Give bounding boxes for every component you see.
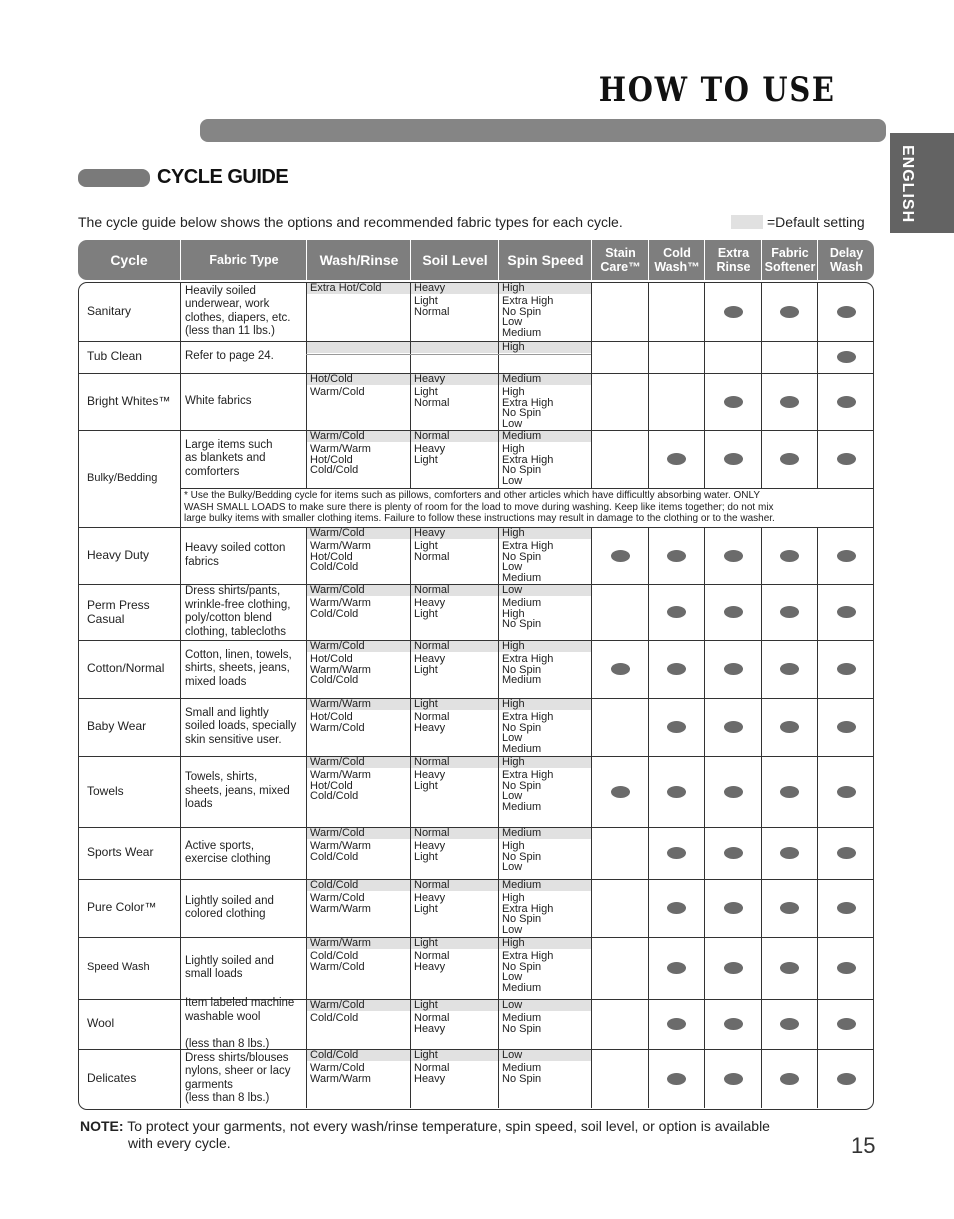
options-wash: Warm/Cold Warm/Warm xyxy=(310,892,371,915)
delay-available-icon xyxy=(837,306,856,318)
options-soil: Heavy Light xyxy=(414,892,446,915)
delay-available-icon xyxy=(837,1073,856,1085)
default-soil: Normal xyxy=(411,431,498,442)
row-divider xyxy=(180,488,874,489)
stain-available-icon xyxy=(611,550,630,562)
stain-available-icon xyxy=(611,786,630,798)
column-divider xyxy=(591,999,592,1049)
default-wash: Extra Hot/Cold xyxy=(307,283,410,294)
default-soil: Light xyxy=(411,938,498,949)
column-divider xyxy=(817,698,818,756)
extra-rinse-available-icon xyxy=(724,663,743,675)
cold-available-icon xyxy=(667,1073,686,1085)
options-spin: Extra High No Spin Low Medium xyxy=(502,950,554,994)
column-divider xyxy=(761,999,762,1049)
cycle-name: Delicates xyxy=(87,1070,137,1085)
column-divider xyxy=(704,756,705,827)
column-divider xyxy=(648,698,649,756)
column-divider xyxy=(180,999,181,1049)
cycle-name: Heavy Duty xyxy=(87,547,150,562)
cycle-name: Bright Whites™ xyxy=(87,393,171,408)
column-divider xyxy=(761,430,762,488)
column-divider xyxy=(180,937,181,999)
column-divider xyxy=(704,584,705,640)
fabric-type: Dress shirts/pants, wrinkle-free clothing, poly/cotton blend clothing, tablecloths xyxy=(185,585,291,638)
page-number: 15 xyxy=(851,1133,876,1158)
column-divider xyxy=(591,827,592,879)
extra-rinse-available-icon xyxy=(724,550,743,562)
column-divider xyxy=(817,640,818,698)
column-divider xyxy=(704,1049,705,1108)
column-divider xyxy=(180,373,181,430)
column-divider xyxy=(648,879,649,937)
column-divider xyxy=(591,756,592,827)
fabric-type: Refer to page 24. xyxy=(185,350,274,363)
fabric-type: White fabrics xyxy=(185,394,252,407)
column-divider xyxy=(704,827,705,879)
default-soil: Normal xyxy=(411,585,498,596)
column-divider xyxy=(180,341,181,373)
default-spin: Medium xyxy=(499,374,591,385)
column-divider xyxy=(761,1049,762,1108)
column-divider xyxy=(591,282,592,341)
options-spin: Extra High No Spin Low Medium xyxy=(502,540,554,584)
cycle-name: Baby Wear xyxy=(87,719,147,733)
default-soil: Normal xyxy=(411,880,498,891)
column-divider xyxy=(591,698,592,756)
cycle-name: Cotton/Normal xyxy=(87,661,165,675)
column-divider xyxy=(817,879,818,937)
default-wash: Warm/Cold xyxy=(307,757,410,768)
column-divider xyxy=(180,488,181,527)
column-divider xyxy=(591,937,592,999)
column-divider xyxy=(591,640,592,698)
row-divider xyxy=(410,354,498,355)
extra-rinse-available-icon xyxy=(724,902,743,914)
options-spin: High No Spin Low xyxy=(502,840,542,873)
fabric-type: Lightly soiled and small loads xyxy=(185,954,274,980)
softener-available-icon xyxy=(780,306,799,318)
extra-rinse-available-icon xyxy=(724,396,743,408)
cycle-table xyxy=(78,282,874,1110)
softener-available-icon xyxy=(780,902,799,914)
default-spin: High xyxy=(499,938,591,949)
cold-available-icon xyxy=(667,721,686,733)
extra-rinse-available-icon xyxy=(724,786,743,798)
fabric-type: Active sports, exercise clothing xyxy=(185,839,271,865)
column-divider xyxy=(761,937,762,999)
softener-available-icon xyxy=(780,1073,799,1085)
default-soil: Heavy xyxy=(411,374,498,385)
delay-available-icon xyxy=(837,962,856,974)
column-divider xyxy=(180,827,181,879)
extra-rinse-available-icon xyxy=(724,721,743,733)
default-spin: High xyxy=(499,528,591,539)
note xyxy=(80,1118,770,1135)
options-wash: Hot/Cold Warm/Cold xyxy=(310,711,365,734)
default-wash: Warm/Cold xyxy=(307,641,410,652)
options-soil: Light Normal xyxy=(414,540,450,563)
extra-rinse-available-icon xyxy=(724,606,743,618)
options-soil: Normal Heavy xyxy=(414,711,450,734)
column-divider xyxy=(817,430,818,488)
column-divider xyxy=(591,341,592,373)
cold-available-icon xyxy=(667,550,686,562)
column-divider xyxy=(704,373,705,430)
column-divider xyxy=(648,584,649,640)
column-divider xyxy=(648,756,649,827)
language-label: ENGLISH xyxy=(899,145,916,224)
note-text-continued: with every cycle. xyxy=(128,1135,231,1151)
default-spin: Medium xyxy=(499,828,591,839)
row-divider xyxy=(498,354,591,355)
default-spin: Low xyxy=(499,1050,591,1061)
column-divider xyxy=(761,282,762,341)
fabric-type: Dress shirts/blouses nylons, sheer or lacy garments (less than 8 lbs.) xyxy=(185,1051,291,1104)
column-divider xyxy=(648,430,649,488)
column-divider xyxy=(648,373,649,430)
column-divider xyxy=(648,827,649,879)
default-wash: Warm/Cold xyxy=(307,528,410,539)
column-divider xyxy=(817,373,818,430)
column-divider xyxy=(817,584,818,640)
note-label: NOTE: xyxy=(80,1118,124,1134)
section-marker xyxy=(78,169,150,187)
softener-available-icon xyxy=(780,606,799,618)
options-soil: Normal Heavy xyxy=(414,1062,450,1085)
options-soil: Light Normal xyxy=(414,386,450,409)
column-divider xyxy=(817,527,818,584)
column-divider xyxy=(180,1049,181,1108)
column-divider xyxy=(704,527,705,584)
column-header: Stain Care™ xyxy=(591,240,649,280)
column-divider xyxy=(180,756,181,827)
column-divider xyxy=(761,698,762,756)
default-wash: Cold/Cold xyxy=(307,1050,410,1061)
column-header: Wash/Rinse xyxy=(306,240,411,280)
options-soil: Heavy Light xyxy=(414,443,446,466)
fabric-type: Lightly soiled and colored clothing xyxy=(185,894,274,920)
delay-available-icon xyxy=(837,1018,856,1030)
options-spin: Medium High No Spin xyxy=(502,597,542,630)
header-bar xyxy=(200,119,886,142)
default-spin: High xyxy=(499,641,591,652)
cycle-name: Tub Clean xyxy=(87,349,142,363)
options-spin: Extra High No Spin Low Medium xyxy=(502,295,554,339)
column-divider xyxy=(704,640,705,698)
column-divider xyxy=(761,827,762,879)
extra-rinse-available-icon xyxy=(724,306,743,318)
column-divider xyxy=(761,640,762,698)
options-soil: Heavy Light xyxy=(414,597,446,620)
cycle-name: Speed Wash xyxy=(87,961,150,973)
cold-available-icon xyxy=(667,902,686,914)
column-divider xyxy=(761,756,762,827)
options-spin: Extra High No Spin Medium xyxy=(502,653,554,686)
column-divider xyxy=(180,430,181,488)
column-divider xyxy=(591,584,592,640)
options-wash: Warm/Warm Hot/Cold Cold/Cold xyxy=(310,443,371,476)
delay-available-icon xyxy=(837,550,856,562)
column-header: Extra Rinse xyxy=(704,240,762,280)
cycle-name: Pure Color™ xyxy=(87,900,157,914)
extra-rinse-available-icon xyxy=(724,1073,743,1085)
row-divider xyxy=(306,354,410,355)
default-wash: Warm/Warm xyxy=(307,938,410,949)
column-divider xyxy=(591,879,592,937)
column-divider xyxy=(761,341,762,373)
intro-text: The cycle guide below shows the options and recommended fabric types for each cycle. xyxy=(78,214,623,230)
column-divider xyxy=(648,341,649,373)
softener-available-icon xyxy=(780,786,799,798)
default-soil: Light xyxy=(411,1050,498,1061)
note-text: To protect your garments, not every wash/rinse temperature, spin speed, soil level, or option is available xyxy=(127,1118,770,1134)
page-heading: HOW TO USE xyxy=(599,70,836,110)
language-tab xyxy=(890,133,954,233)
options-soil: Heavy Light xyxy=(414,840,446,863)
column-header: Fabric Type xyxy=(180,240,307,280)
column-divider xyxy=(761,584,762,640)
column-divider xyxy=(648,937,649,999)
options-spin: Extra High No Spin Low Medium xyxy=(502,769,554,813)
options-wash: Cold/Cold xyxy=(310,1012,359,1024)
default-spin: Low xyxy=(499,585,591,596)
extra-rinse-available-icon xyxy=(724,1018,743,1030)
cold-available-icon xyxy=(667,453,686,465)
cold-available-icon xyxy=(667,1018,686,1030)
cycle-name: Bulky/Bedding xyxy=(87,471,158,484)
options-spin: High Extra High No Spin Low xyxy=(502,443,554,487)
column-divider xyxy=(704,341,705,373)
default-wash: Warm/Cold xyxy=(307,431,410,442)
fabric-type: Item labeled machine washable wool (less than 8 lbs.) xyxy=(185,997,295,1050)
options-wash: Hot/Cold Warm/Warm Cold/Cold xyxy=(310,653,371,686)
options-wash: Warm/Warm Hot/Cold Cold/Cold xyxy=(310,769,371,802)
options-spin: High Extra High No Spin Low xyxy=(502,892,554,936)
default-spin: Low xyxy=(499,1000,591,1011)
stain-available-icon xyxy=(611,663,630,675)
column-header: Fabric Softener xyxy=(761,240,818,280)
column-divider xyxy=(704,937,705,999)
column-divider xyxy=(180,527,181,584)
options-spin: Extra High No Spin Low Medium xyxy=(502,711,554,755)
column-divider xyxy=(591,1049,592,1108)
options-soil: Heavy Light xyxy=(414,653,446,676)
default-spin: High xyxy=(499,699,591,710)
fabric-type: Small and lightly soiled loads, specially skin sensitive user. xyxy=(185,706,297,746)
cold-available-icon xyxy=(667,962,686,974)
column-divider xyxy=(180,282,181,341)
default-wash: Hot/Cold xyxy=(307,374,410,385)
options-soil: Normal Heavy xyxy=(414,950,450,973)
cycle-name: Sanitary xyxy=(87,303,132,318)
default-wash: Warm/Cold xyxy=(307,828,410,839)
column-divider xyxy=(180,584,181,640)
options-spin: Medium No Spin xyxy=(502,1012,542,1035)
default-soil: Heavy xyxy=(411,528,498,539)
options-spin: High Extra High No Spin Low xyxy=(502,386,554,430)
column-divider xyxy=(817,937,818,999)
default-soil: Normal xyxy=(411,641,498,652)
column-divider xyxy=(761,373,762,430)
column-divider xyxy=(591,430,592,488)
column-divider xyxy=(648,999,649,1049)
options-wash: Warm/Warm Hot/Cold Cold/Cold xyxy=(310,540,371,573)
delay-available-icon xyxy=(837,786,856,798)
delay-available-icon xyxy=(837,902,856,914)
column-divider xyxy=(704,698,705,756)
column-divider xyxy=(591,527,592,584)
cold-available-icon xyxy=(667,786,686,798)
table-header xyxy=(78,240,874,280)
delay-available-icon xyxy=(837,847,856,859)
default-soil: Normal xyxy=(411,828,498,839)
fabric-type: Heavy soiled cotton fabrics xyxy=(185,542,286,568)
default-soil xyxy=(411,342,498,353)
default-wash: Warm/Cold xyxy=(307,1000,410,1011)
delay-available-icon xyxy=(837,721,856,733)
options-wash: Warm/Warm Cold/Cold xyxy=(310,597,371,620)
softener-available-icon xyxy=(780,847,799,859)
column-header: Cycle xyxy=(110,252,148,268)
options-soil: Heavy Light xyxy=(414,769,446,792)
fabric-type: Cotton, linen, towels, shirts, sheets, jeans, mixed loads xyxy=(185,648,292,688)
default-wash: Warm/Warm xyxy=(307,699,410,710)
default-spin: High xyxy=(499,757,591,768)
column-divider xyxy=(704,282,705,341)
section-title: CYCLE GUIDE xyxy=(157,166,289,188)
options-spin: Medium No Spin xyxy=(502,1062,542,1085)
column-header: Delay Wash xyxy=(817,240,875,280)
cold-available-icon xyxy=(667,606,686,618)
softener-available-icon xyxy=(780,550,799,562)
delay-available-icon xyxy=(837,351,856,363)
options-wash: Cold/Cold Warm/Cold xyxy=(310,950,365,973)
options-wash: Warm/Warm Cold/Cold xyxy=(310,840,371,863)
default-wash xyxy=(307,342,410,353)
cycle-name: Perm Press Casual xyxy=(87,598,150,626)
softener-available-icon xyxy=(780,396,799,408)
cold-available-icon xyxy=(667,663,686,675)
default-setting-swatch xyxy=(731,215,763,229)
softener-available-icon xyxy=(780,721,799,733)
column-divider xyxy=(591,373,592,430)
options-wash: Warm/Cold xyxy=(310,386,365,398)
column-divider xyxy=(704,430,705,488)
fabric-type: Towels, shirts, sheets, jeans, mixed loads xyxy=(185,771,290,811)
column-divider xyxy=(180,640,181,698)
default-wash: Warm/Cold xyxy=(307,585,410,596)
column-divider xyxy=(817,827,818,879)
softener-available-icon xyxy=(780,1018,799,1030)
column-divider xyxy=(180,698,181,756)
delay-available-icon xyxy=(837,663,856,675)
column-divider xyxy=(704,999,705,1049)
delay-available-icon xyxy=(837,396,856,408)
delay-available-icon xyxy=(837,453,856,465)
column-divider xyxy=(817,341,818,373)
default-spin: Medium xyxy=(499,880,591,891)
default-spin: High xyxy=(499,283,591,294)
softener-available-icon xyxy=(780,663,799,675)
default-soil: Heavy xyxy=(411,283,498,294)
default-soil: Normal xyxy=(411,757,498,768)
column-divider xyxy=(648,282,649,341)
default-spin: High xyxy=(499,342,591,353)
column-header: Soil Level xyxy=(410,240,499,280)
options-soil: Light Normal xyxy=(414,295,450,318)
column-divider xyxy=(817,282,818,341)
delay-available-icon xyxy=(837,606,856,618)
cycle-name: Towels xyxy=(87,783,124,798)
bulky-bedding-note: * Use the Bulky/Bedding cycle for items such as pillows, comforters and other articles which have difficultly absorbing water. ONLY WASH SMALL LOADS to make sure there is plenty of room for the load to move during washing. Keep like items together; do not mix large bulky items with smaller clothing items. Failure to follow these instructions may result in damage to the clothing or to the washer. xyxy=(184,490,775,524)
column-divider xyxy=(648,527,649,584)
column-divider xyxy=(761,527,762,584)
column-divider xyxy=(704,879,705,937)
default-soil: Light xyxy=(411,699,498,710)
column-divider xyxy=(817,1049,818,1108)
default-setting-legend: =Default setting xyxy=(767,214,865,230)
column-divider xyxy=(817,756,818,827)
column-header: Spin Speed xyxy=(498,240,592,280)
column-divider xyxy=(648,1049,649,1108)
fabric-type: Heavily soiled underwear, work clothes, diapers, etc. (less than 11 lbs.) xyxy=(185,284,291,337)
default-spin: Medium xyxy=(499,431,591,442)
column-divider xyxy=(180,879,181,937)
column-header: Cold Wash™ xyxy=(648,240,705,280)
extra-rinse-available-icon xyxy=(724,453,743,465)
default-soil: Light xyxy=(411,1000,498,1011)
cycle-name: Sports Wear xyxy=(87,845,154,859)
softener-available-icon xyxy=(780,453,799,465)
column-divider xyxy=(817,999,818,1049)
cold-available-icon xyxy=(667,847,686,859)
default-wash: Cold/Cold xyxy=(307,880,410,891)
extra-rinse-available-icon xyxy=(724,847,743,859)
extra-rinse-available-icon xyxy=(724,962,743,974)
options-soil: Normal Heavy xyxy=(414,1012,450,1035)
cycle-name: Wool xyxy=(87,1016,115,1030)
column-divider xyxy=(648,640,649,698)
options-wash: Warm/Cold Warm/Warm xyxy=(310,1062,371,1085)
fabric-type: Large items such as blankets and comforters xyxy=(185,438,273,478)
column-divider xyxy=(761,879,762,937)
softener-available-icon xyxy=(780,962,799,974)
